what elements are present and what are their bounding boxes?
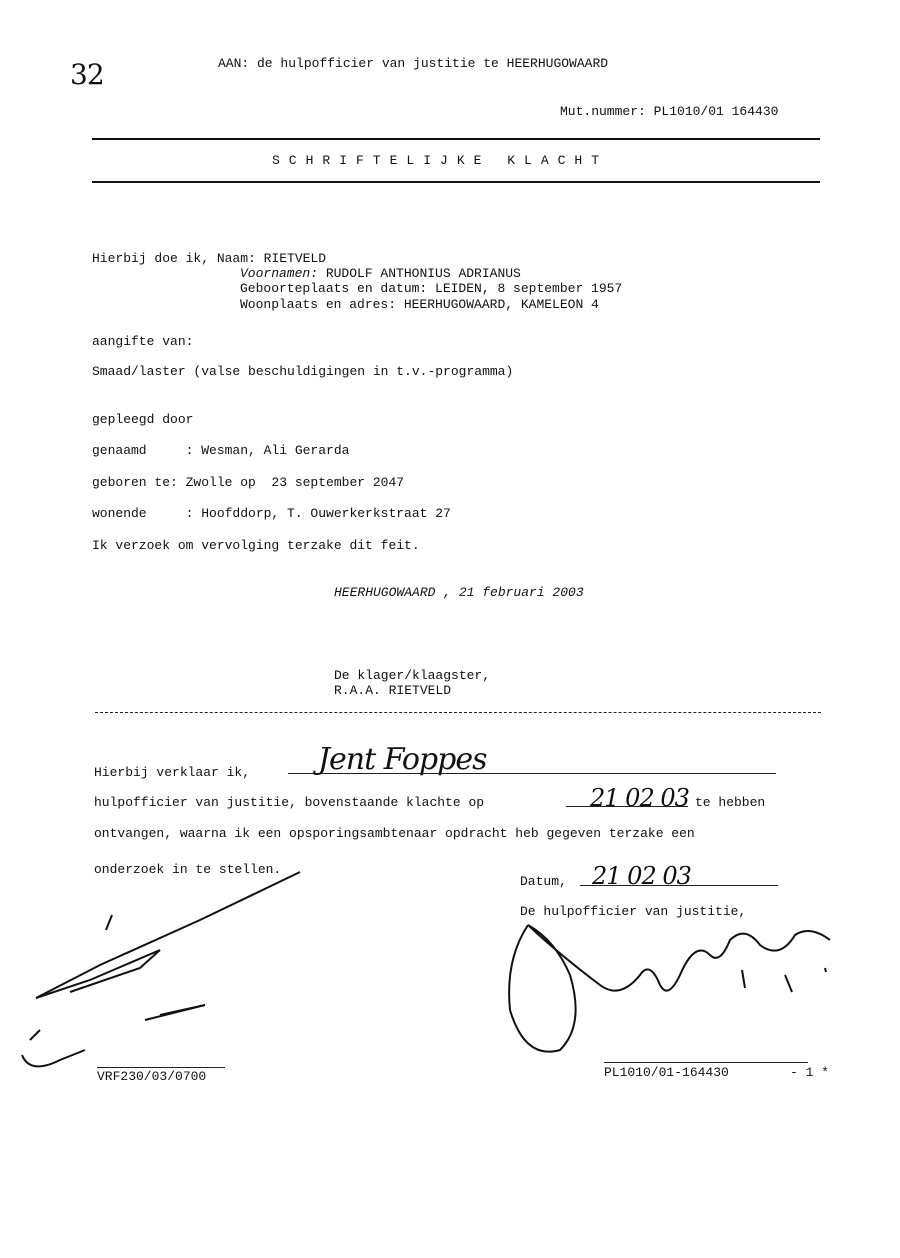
aangifte-label: aangifte van: — [92, 334, 194, 349]
declaration-line-3: ontvangen, waarna ik een opsporingsambtenaar opdracht heb gegeven terzake een — [94, 826, 695, 841]
place-date: HEERHUGOWAARD , 21 februari 2003 — [334, 585, 584, 600]
prosecution-request: Ik verzoek om vervolging terzake dit feit. — [92, 538, 420, 553]
declaration-line-2: hulpofficier van justitie, bovenstaande klachte op — [94, 795, 485, 810]
gepleegd-door: gepleegd door — [92, 412, 194, 427]
suspect-address: wonende : Hoofddorp, T. Ouwerkerkstraat 27 — [92, 506, 451, 521]
officer-name-handwritten: Jent Foppes — [318, 742, 487, 777]
page-indicator: - 1 * — [790, 1065, 830, 1080]
datum-label: Datum, — [520, 874, 567, 889]
suspect-name: genaamd : Wesman, Ali Gerarda — [92, 443, 350, 458]
declaration-line-2-end: te hebben — [695, 795, 766, 810]
handwritten-page-number: 32 — [70, 58, 104, 91]
left-signature — [22, 872, 300, 1066]
officer-role: De hulpofficier van justitie, — [520, 904, 747, 919]
complainant-address: Woonplaats en adres: HEERHUGOWAARD, KAMELEON 4 — [240, 297, 599, 312]
right-signature — [509, 925, 830, 1052]
first-names-label: Voornamen: — [240, 266, 319, 281]
reference-number: PL1010/01-164430 — [604, 1065, 729, 1080]
complainant-name: Hierbij doe ik, Naam: RIETVELD — [92, 251, 327, 266]
offense: Smaad/laster (valse beschuldigingen in t.v.-programma) — [92, 364, 514, 379]
first-names-value: RUDOLF ANTHONIUS ADRIANUS — [325, 266, 521, 281]
form-code: VRF230/03/0700 — [97, 1069, 207, 1084]
suspect-birth: geboren te: Zwolle op 23 september 2047 — [92, 475, 405, 490]
document-title: SCHRIFTELIJKE KLACHT — [272, 153, 609, 168]
complainant-role: De klager/klaagster, — [334, 668, 491, 683]
complainant-signature-name: R.A.A. RIETVELD — [334, 683, 452, 698]
footer-line-right — [604, 1062, 808, 1063]
addressee: AAN: de hulpofficier van justitie te HEERHUGOWAARD — [218, 56, 609, 71]
datum-handwritten: 21 02 03 — [592, 862, 691, 890]
received-date-handwritten: 21 02 03 — [590, 784, 689, 812]
footer-line-left — [97, 1067, 225, 1068]
declaration-line-4: onderzoek in te stellen. — [94, 862, 282, 877]
complainant-birth: Geboorteplaats en datum: LEIDEN, 8 september 1957 — [240, 281, 623, 296]
declaration-intro: Hierbij verklaar ik, — [94, 765, 251, 780]
mutation-number: Mut.nummer: PL1010/01 164430 — [560, 104, 779, 119]
